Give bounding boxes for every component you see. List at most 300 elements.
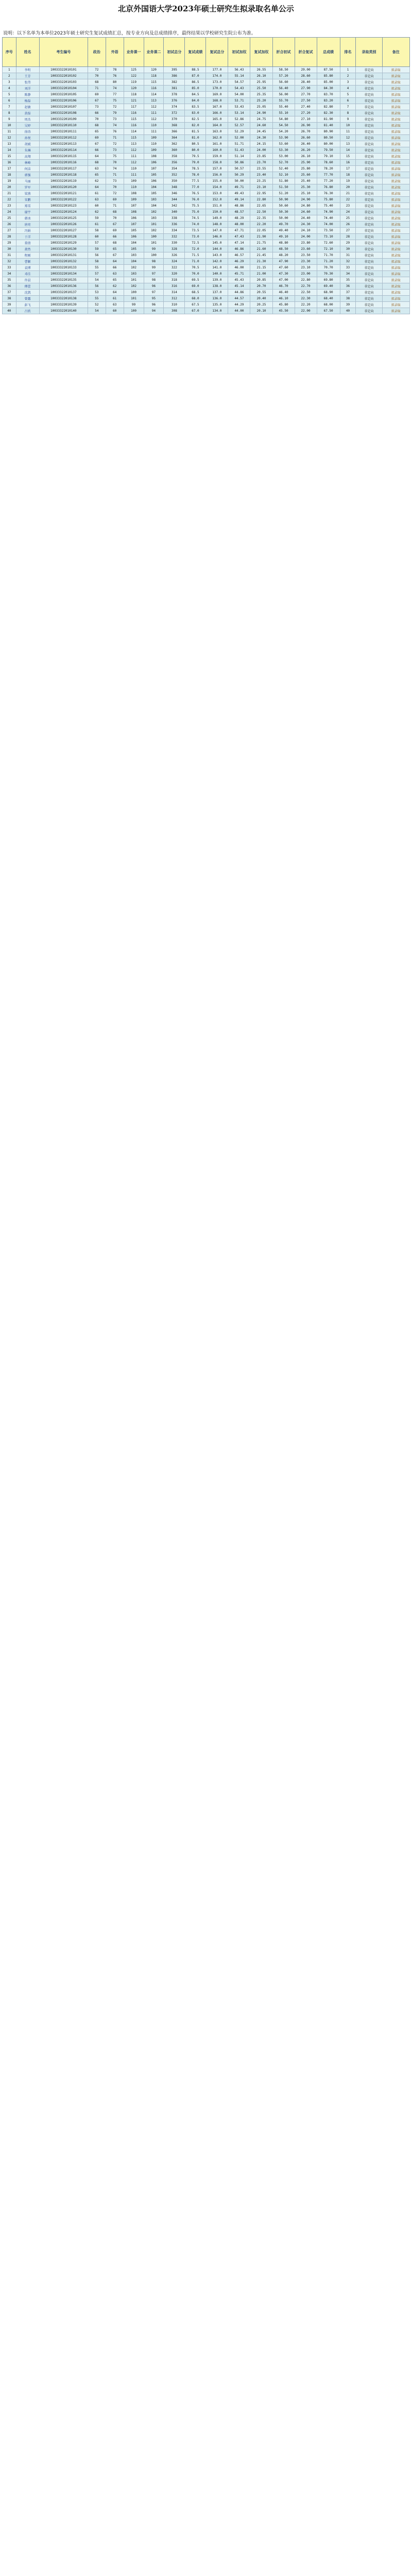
table-cell: 156.0 xyxy=(206,172,228,178)
table-cell: 119 xyxy=(124,79,144,86)
table-row xyxy=(3,154,410,160)
table-cell: 26.40 xyxy=(295,141,317,147)
table-cell: 拟录取 xyxy=(382,302,409,308)
table-cell: 79.0 xyxy=(185,160,206,166)
table-cell: 81.90 xyxy=(317,116,340,123)
table-cell: 非定向 xyxy=(356,277,382,283)
table-cell: 27.40 xyxy=(295,104,317,110)
table-cell: 拟录取 xyxy=(382,79,409,86)
table-cell: 非定向 xyxy=(356,228,382,234)
table-cell: 109 xyxy=(144,135,164,141)
table-cell: 23.60 xyxy=(295,246,317,252)
table-cell: 非定向 xyxy=(356,290,382,296)
table-cell: 邓佳 xyxy=(16,271,39,277)
table-cell: 23.10 xyxy=(250,184,272,191)
column-header: 业务课二 xyxy=(144,38,164,67)
table-cell: 49.43 xyxy=(228,191,250,197)
table-row xyxy=(3,302,410,308)
table-row xyxy=(3,172,410,178)
table-cell: 77.20 xyxy=(317,178,340,184)
table-cell: 拟录取 xyxy=(382,86,409,92)
table-cell: 73.50 xyxy=(317,228,340,234)
table-cell: 63 xyxy=(106,302,124,308)
table-cell: 310 xyxy=(164,302,185,308)
table-cell: 106 xyxy=(144,160,164,166)
table-cell: 6 xyxy=(3,98,16,104)
table-cell: 55.70 xyxy=(272,98,295,104)
table-row xyxy=(3,184,410,191)
table-cell: 118 xyxy=(124,92,144,98)
table-cell: 郭强 xyxy=(16,172,39,178)
table-cell: 27.50 xyxy=(295,98,317,104)
table-cell: 24.30 xyxy=(295,222,317,228)
table-cell: 22 xyxy=(3,197,16,203)
column-header: 折合初试 xyxy=(272,38,295,67)
table-cell: 70 xyxy=(88,73,106,79)
table-cell: 56 xyxy=(88,283,106,290)
table-row xyxy=(3,259,410,265)
table-cell: 罗军 xyxy=(16,184,39,191)
table-cell: 68 xyxy=(106,240,124,246)
table-cell: 110 xyxy=(144,123,164,129)
table-row xyxy=(3,308,410,314)
table-cell: 袁博 xyxy=(16,265,39,271)
score-table xyxy=(2,37,410,314)
table-row xyxy=(3,92,410,98)
table-cell: 67.0 xyxy=(185,308,206,314)
table-cell: 99 xyxy=(144,265,164,271)
table-cell: 65 xyxy=(106,277,124,283)
table-cell: 154.0 xyxy=(206,184,228,191)
table-cell: 拟录取 xyxy=(382,203,409,209)
table-cell: 13 xyxy=(340,141,356,147)
table-cell: 27.90 xyxy=(295,86,317,92)
table-cell: 80.50 xyxy=(317,135,340,141)
table-cell: 12 xyxy=(340,135,356,141)
table-cell: 刘洋 xyxy=(16,86,39,92)
table-cell: 112 xyxy=(124,147,144,154)
table-cell: 21 xyxy=(340,191,356,197)
table-cell: 61 xyxy=(106,296,124,302)
table-cell: 73.5 xyxy=(185,228,206,234)
table-cell: 155.0 xyxy=(206,178,228,184)
table-cell: 170.0 xyxy=(206,86,228,92)
table-cell: 74.00 xyxy=(317,222,340,228)
table-row xyxy=(3,197,410,203)
table-cell: 82.0 xyxy=(185,123,206,129)
table-cell: 10033322010106 xyxy=(39,98,88,104)
table-cell: 350 xyxy=(164,178,185,184)
table-cell: 94 xyxy=(144,308,164,314)
table-cell: 115 xyxy=(144,79,164,86)
table-cell: 董倩 xyxy=(16,240,39,246)
table-cell: 52.86 xyxy=(228,116,250,123)
column-header: 初试总分 xyxy=(164,38,185,67)
table-cell: 非定向 xyxy=(356,234,382,240)
table-cell: 71 xyxy=(88,86,106,92)
table-cell: 拟录取 xyxy=(382,191,409,197)
table-cell: 71.20 xyxy=(317,259,340,265)
table-cell: 10033322010105 xyxy=(39,92,88,98)
table-cell: 郑雪 xyxy=(16,203,39,209)
table-cell: 74 xyxy=(106,123,124,129)
table-cell: 51.43 xyxy=(228,147,250,154)
table-cell: 114 xyxy=(124,129,144,135)
table-cell: 31 xyxy=(340,252,356,259)
table-cell: 75.5 xyxy=(185,203,206,209)
table-cell: 朱琳 xyxy=(16,147,39,154)
table-row xyxy=(3,228,410,234)
table-cell: 381 xyxy=(164,86,185,92)
table-cell: 非定向 xyxy=(356,178,382,184)
table-cell: 47.90 xyxy=(272,259,295,265)
table-cell: 非定向 xyxy=(356,246,382,252)
table-cell: 314 xyxy=(164,290,185,296)
table-cell: 112 xyxy=(124,160,144,166)
table-cell: 非定向 xyxy=(356,67,382,73)
table-cell: 161.0 xyxy=(206,141,228,147)
table-cell: 56.60 xyxy=(272,79,295,86)
table-row xyxy=(3,123,410,129)
table-cell: 22.50 xyxy=(250,209,272,215)
table-cell: 拟录取 xyxy=(382,215,409,222)
table-cell: 27.20 xyxy=(295,110,317,116)
table-cell: 10033322010132 xyxy=(39,259,88,265)
table-cell: 49.71 xyxy=(228,184,250,191)
table-cell: 拟录取 xyxy=(382,141,409,147)
table-row xyxy=(3,166,410,172)
table-cell: 52.40 xyxy=(272,166,295,172)
table-cell: 118 xyxy=(144,73,164,79)
table-row xyxy=(3,240,410,246)
table-cell: 54.80 xyxy=(272,116,295,123)
table-cell: 24.10 xyxy=(295,228,317,234)
table-cell: 70.0 xyxy=(185,271,206,277)
table-cell: 拟录取 xyxy=(382,222,409,228)
table-cell: 85.00 xyxy=(317,79,340,86)
table-cell: 3 xyxy=(340,79,356,86)
table-cell: 97 xyxy=(144,290,164,296)
table-cell: 宋鹏 xyxy=(16,197,39,203)
table-cell: 177.0 xyxy=(206,67,228,73)
column-header: 复试成绩 xyxy=(185,38,206,67)
table-cell: 52.70 xyxy=(272,160,295,166)
table-row xyxy=(3,191,410,197)
table-cell: 21.00 xyxy=(250,271,272,277)
table-cell: 46.00 xyxy=(228,265,250,271)
table-cell: 109 xyxy=(124,178,144,184)
table-cell: 拟录取 xyxy=(382,92,409,98)
table-cell: 8 xyxy=(3,110,16,116)
table-cell: 36 xyxy=(340,283,356,290)
table-cell: 何洁 xyxy=(16,166,39,172)
table-cell: 10033322010116 xyxy=(39,160,88,166)
table-cell: 169.0 xyxy=(206,92,228,98)
table-cell: 52.57 xyxy=(228,123,250,129)
table-cell: 82.5 xyxy=(185,116,206,123)
table-cell: 145.0 xyxy=(206,240,228,246)
table-cell: 78.20 xyxy=(317,166,340,172)
table-cell: 33 xyxy=(3,265,16,271)
table-row xyxy=(3,222,410,228)
table-cell: 非定向 xyxy=(356,92,382,98)
table-cell: 10033322010114 xyxy=(39,147,88,154)
table-cell: 152.0 xyxy=(206,197,228,203)
table-cell: 25 xyxy=(340,215,356,222)
table-cell: 22.00 xyxy=(295,308,317,314)
table-cell: 106 xyxy=(124,215,144,222)
table-cell: 104 xyxy=(124,259,144,265)
table-cell: 48.86 xyxy=(228,203,250,209)
table-cell: 67 xyxy=(106,222,124,228)
table-row xyxy=(3,246,410,252)
table-cell: 86.5 xyxy=(185,79,206,86)
table-cell: 334 xyxy=(164,228,185,234)
table-cell: 85.0 xyxy=(185,86,206,92)
table-cell: 146.0 xyxy=(206,234,228,240)
table-cell: 74 xyxy=(106,166,124,172)
table-cell: 55 xyxy=(88,296,106,302)
table-cell: 100 xyxy=(144,252,164,259)
table-cell: 吴婷 xyxy=(16,123,39,129)
table-cell: 143.0 xyxy=(206,252,228,259)
table-cell: 24 xyxy=(3,209,16,215)
table-cell: 330 xyxy=(164,240,185,246)
table-cell: 非定向 xyxy=(356,166,382,172)
table-cell: 24.60 xyxy=(295,209,317,215)
table-cell: 66 xyxy=(88,110,106,116)
table-cell: 111 xyxy=(144,129,164,135)
table-cell: 35 xyxy=(3,277,16,283)
table-cell: 34 xyxy=(340,271,356,277)
table-cell: 25.60 xyxy=(295,172,317,178)
table-cell: 77.0 xyxy=(185,184,206,191)
table-cell: 366 xyxy=(164,129,185,135)
table-cell: 57.20 xyxy=(272,73,295,79)
table-cell: 46.86 xyxy=(228,246,250,252)
table-cell: 54.20 xyxy=(272,129,295,135)
table-cell: 72.0 xyxy=(185,246,206,252)
table-cell: 100 xyxy=(124,290,144,296)
table-cell: 49.40 xyxy=(272,228,295,234)
table-cell: 21.60 xyxy=(250,246,272,252)
table-cell: 18 xyxy=(3,172,16,178)
table-row xyxy=(3,73,410,79)
table-cell: 72.10 xyxy=(317,246,340,252)
table-cell: 318 xyxy=(164,277,185,283)
table-cell: 79 xyxy=(106,110,124,116)
table-cell: 28.40 xyxy=(295,79,317,86)
table-cell: 113 xyxy=(124,141,144,147)
table-cell: 324 xyxy=(164,259,185,265)
table-cell: 53.43 xyxy=(228,104,250,110)
table-cell: 23.30 xyxy=(295,259,317,265)
table-cell: 拟录取 xyxy=(382,98,409,104)
table-cell: 拟录取 xyxy=(382,160,409,166)
table-cell: 55.40 xyxy=(272,104,295,110)
table-row xyxy=(3,277,410,283)
table-cell: 10033322010102 xyxy=(39,73,88,79)
table-cell: 非定向 xyxy=(356,154,382,160)
table-cell: 10033322010111 xyxy=(39,129,88,135)
table-cell: 27 xyxy=(340,228,356,234)
table-cell: 梁燕 xyxy=(16,191,39,197)
table-cell: 44.57 xyxy=(228,296,250,302)
table-cell: 157.0 xyxy=(206,166,228,172)
table-cell: 10033322010140 xyxy=(39,308,88,314)
table-cell: 10033322010129 xyxy=(39,240,88,246)
table-cell: 51.20 xyxy=(272,191,295,197)
table-cell: 6 xyxy=(340,98,356,104)
table-cell: 26.70 xyxy=(295,129,317,135)
table-cell: 48.00 xyxy=(228,222,250,228)
table-cell: 63 xyxy=(88,197,106,203)
table-cell: 332 xyxy=(164,234,185,240)
table-cell: 9 xyxy=(340,116,356,123)
table-cell: 14 xyxy=(3,147,16,154)
table-cell: 64 xyxy=(106,259,124,265)
table-cell: 非定向 xyxy=(356,73,382,79)
table-cell: 71.70 xyxy=(317,252,340,259)
table-cell: 23.00 xyxy=(295,271,317,277)
table-cell: 338 xyxy=(164,215,185,222)
table-cell: 81.0 xyxy=(185,135,206,141)
table-cell: 80.90 xyxy=(317,129,340,135)
table-cell: 68 xyxy=(106,209,124,215)
table-cell: 108 xyxy=(124,191,144,197)
table-cell: 2 xyxy=(3,73,16,79)
table-cell: 103 xyxy=(124,252,144,259)
table-cell: 104 xyxy=(144,184,164,191)
table-cell: 17 xyxy=(340,166,356,172)
table-cell: 44.86 xyxy=(228,290,250,296)
table-row xyxy=(3,271,410,277)
table-cell: 非定向 xyxy=(356,86,382,92)
table-cell: 56 xyxy=(88,252,106,259)
table-cell: 76 xyxy=(106,73,124,79)
table-row xyxy=(3,178,410,184)
table-cell: 27.10 xyxy=(295,116,317,123)
table-cell: 王芳 xyxy=(16,73,39,79)
table-cell: 23.25 xyxy=(250,178,272,184)
table-cell: 107 xyxy=(124,222,144,228)
table-cell: 杨磊 xyxy=(16,98,39,104)
table-cell: 110 xyxy=(124,184,144,191)
table-cell: 84.0 xyxy=(185,98,206,104)
table-cell: 74 xyxy=(106,86,124,92)
table-cell: 70.5 xyxy=(185,265,206,271)
table-cell: 10033322010115 xyxy=(39,154,88,160)
table-cell: 非定向 xyxy=(356,302,382,308)
table-cell: 53.30 xyxy=(272,147,295,154)
table-cell: 64 xyxy=(88,154,106,160)
table-cell: 10033322010133 xyxy=(39,265,88,271)
table-cell: 115 xyxy=(124,135,144,141)
table-cell: 28 xyxy=(3,234,16,240)
table-row xyxy=(3,110,410,116)
table-cell: 163.0 xyxy=(206,129,228,135)
table-cell: 24.00 xyxy=(295,234,317,240)
table-row xyxy=(3,234,410,240)
table-cell: 46.40 xyxy=(272,290,295,296)
table-cell: 20.55 xyxy=(250,290,272,296)
table-cell: 104 xyxy=(124,240,144,246)
table-row xyxy=(3,67,410,73)
table-row xyxy=(3,98,410,104)
table-cell: 26.55 xyxy=(250,67,272,73)
table-cell: 72.60 xyxy=(317,240,340,246)
table-cell: 73 xyxy=(106,178,124,184)
table-cell: 10 xyxy=(3,123,16,129)
table-cell: 非定向 xyxy=(356,184,382,191)
table-cell: 114 xyxy=(144,92,164,98)
table-cell: 非定向 xyxy=(356,240,382,246)
table-cell: 26.10 xyxy=(295,154,317,160)
table-cell: 陈静 xyxy=(16,92,39,98)
table-row xyxy=(3,160,410,166)
table-cell: 26.60 xyxy=(295,135,317,141)
table-cell: 27.70 xyxy=(295,92,317,98)
table-cell: 76.30 xyxy=(317,191,340,197)
table-cell: 76.0 xyxy=(185,197,206,203)
table-cell: 73 xyxy=(106,147,124,154)
table-cell: 非定向 xyxy=(356,283,382,290)
table-cell: 109 xyxy=(124,197,144,203)
table-cell: 23.10 xyxy=(295,265,317,271)
table-cell: 32 xyxy=(3,259,16,265)
table-cell: 320 xyxy=(164,271,185,277)
table-cell: 50.00 xyxy=(228,178,250,184)
table-cell: 103 xyxy=(144,197,164,203)
table-cell: 107 xyxy=(144,166,164,172)
table-cell: 64 xyxy=(106,290,124,296)
table-cell: 11 xyxy=(3,129,16,135)
table-cell: 70 xyxy=(88,116,106,123)
table-row xyxy=(3,79,410,86)
table-cell: 74.40 xyxy=(317,215,340,222)
table-cell: 382 xyxy=(164,79,185,86)
table-cell: 83.5 xyxy=(185,104,206,110)
table-cell: 12 xyxy=(3,135,16,141)
table-cell: 29 xyxy=(3,240,16,246)
table-cell: 24.40 xyxy=(295,215,317,222)
column-header: 录取类别 xyxy=(356,38,382,67)
table-cell: 24.30 xyxy=(250,135,272,141)
table-cell: 30 xyxy=(340,246,356,252)
table-cell: 59 xyxy=(88,246,106,252)
table-cell: 38 xyxy=(340,296,356,302)
table-cell: 72 xyxy=(106,191,124,197)
table-cell: 马丽 xyxy=(16,178,39,184)
table-cell: 168.0 xyxy=(206,98,228,104)
table-cell: 非定向 xyxy=(356,259,382,265)
table-cell: 352 xyxy=(164,172,185,178)
table-cell: 28 xyxy=(340,234,356,240)
table-cell: 48.57 xyxy=(228,209,250,215)
table-row xyxy=(3,203,410,209)
table-cell: 83.20 xyxy=(317,98,340,104)
table-cell: 68.90 xyxy=(317,290,340,296)
table-cell: 148.0 xyxy=(206,222,228,228)
table-cell: 78.0 xyxy=(185,172,206,178)
table-cell: 26 xyxy=(3,222,16,228)
column-header: 复试加权 xyxy=(250,38,272,67)
table-cell: 48.29 xyxy=(228,215,250,222)
table-cell: 79.5 xyxy=(185,154,206,160)
table-cell: 98 xyxy=(144,259,164,265)
page-title: 北京外国语大学2023年硕士研究生拟录取名单公示 xyxy=(118,4,294,13)
table-cell: 25.50 xyxy=(250,86,272,92)
